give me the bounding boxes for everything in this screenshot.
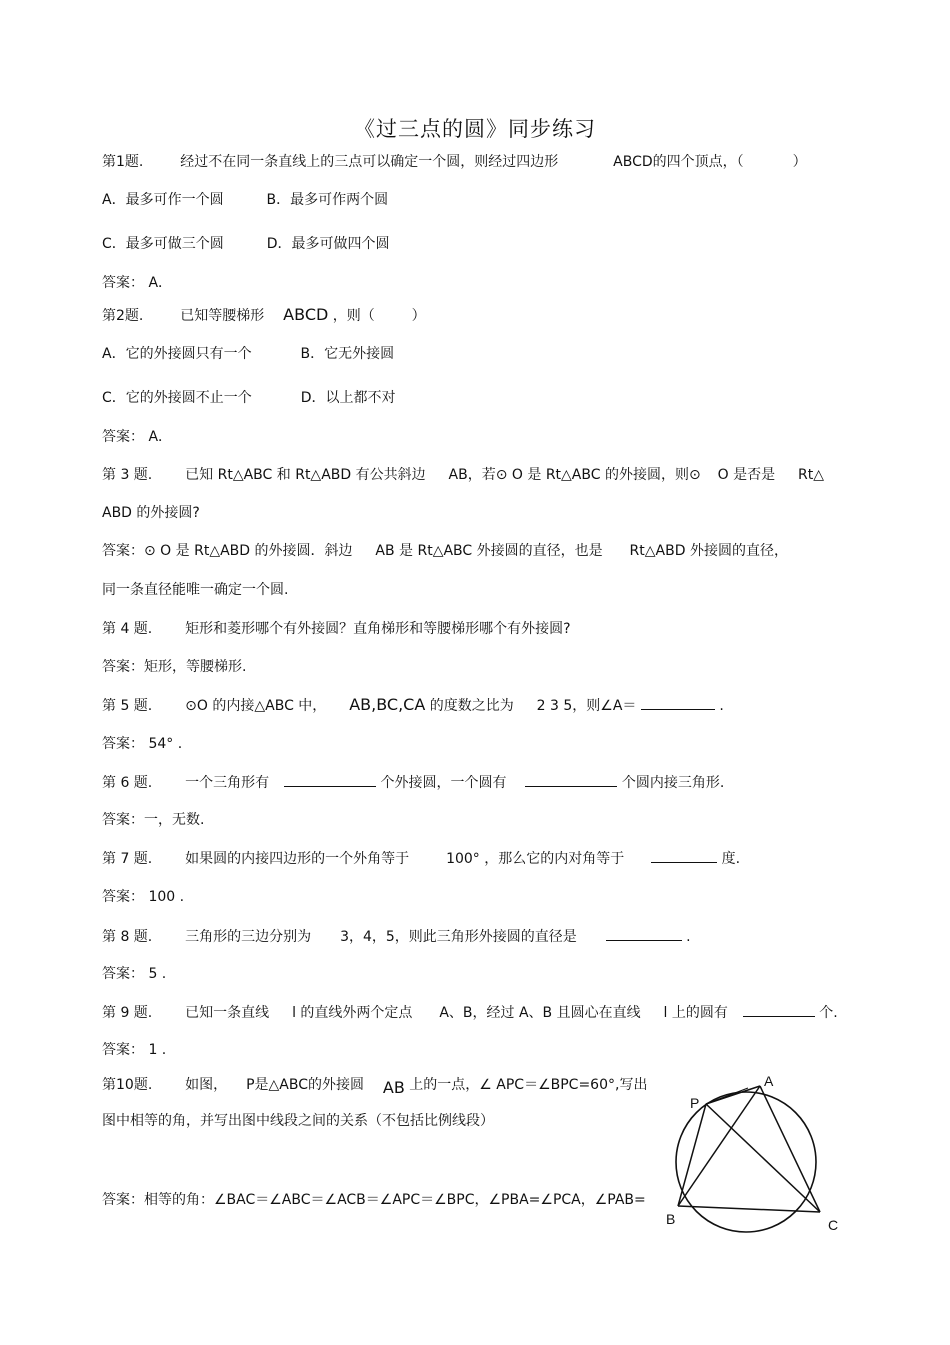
question-text: A、B，经过 A、B 且圆心在直线 bbox=[439, 1005, 641, 1021]
option-b: B．它无外接圆 bbox=[300, 346, 395, 362]
label-c: C bbox=[828, 1217, 839, 1233]
answer-blank[interactable] bbox=[651, 848, 717, 863]
question-text: 个. bbox=[819, 1005, 838, 1021]
answer-blank[interactable] bbox=[525, 772, 617, 787]
period: . bbox=[686, 929, 691, 945]
arc-label: AB bbox=[382, 1078, 405, 1097]
question-3-line2: ABD 的外接圆? bbox=[102, 505, 200, 521]
answer-text: Rt△ABD 外接圆的直径， bbox=[629, 543, 788, 559]
question-text: 一个三角形有 bbox=[185, 775, 270, 791]
answer-blank[interactable] bbox=[641, 695, 715, 710]
option-d: D．最多可做四个圆 bbox=[266, 236, 390, 252]
question-text: 个圆内接三角形. bbox=[621, 775, 725, 791]
option-d: D．以上都不对 bbox=[300, 390, 396, 406]
question-7 bbox=[102, 848, 740, 869]
question-number: 第1题. bbox=[102, 154, 144, 170]
question-number: 第 3 题. bbox=[102, 467, 153, 483]
answer-2: 答案： A． bbox=[102, 429, 173, 445]
option-a: A．它的外接圆只有一个 bbox=[102, 346, 252, 362]
option-a: A．最多可作一个圆 bbox=[102, 192, 224, 208]
question-text: 3，4，5，则此三角形外接圆的直径是 bbox=[340, 929, 577, 945]
question-number: 第 9 题. bbox=[102, 1005, 153, 1021]
question-number: 第 6 题. bbox=[102, 775, 153, 791]
q2-options-row2 bbox=[102, 388, 395, 408]
label-p: P bbox=[690, 1095, 700, 1111]
question-number: 第 4 题. bbox=[102, 621, 153, 637]
question-text: 100° ，那么它的内对角等于 bbox=[446, 851, 625, 867]
arc-labels: AB,BC,CA bbox=[349, 695, 426, 714]
question-text: 如果圆的内接四边形的一个外角等于 bbox=[185, 851, 410, 867]
question-text: l 的直线外两个定点 bbox=[292, 1005, 413, 1021]
segment-pb bbox=[678, 1104, 706, 1206]
option-c: C．最多可做三个圆 bbox=[102, 236, 224, 252]
question-text: 已知一条直线 bbox=[185, 1005, 270, 1021]
segment-pa-inner bbox=[706, 1088, 748, 1104]
question-text: P是△ABC的外接圆 bbox=[246, 1077, 364, 1093]
abcd-label: ABCD bbox=[283, 305, 329, 324]
q1-options-row1 bbox=[102, 190, 388, 210]
question-text: 上的一点，∠ APC＝∠BPC=60°,写出 bbox=[409, 1077, 648, 1093]
answer-text: 答案：⊙ O 是 Rt△ABD 的外接圆．斜边 bbox=[102, 543, 353, 559]
answer-blank[interactable] bbox=[743, 1002, 815, 1017]
label-b: B bbox=[666, 1211, 676, 1227]
answer-4: 答案：矩形，等腰梯形. bbox=[102, 659, 247, 675]
question-text: 的度数之比为 bbox=[429, 698, 514, 714]
question-number: 第 5 题. bbox=[102, 698, 153, 714]
answer-text: AB 是 Rt△ABC 外接圆的直径，也是 bbox=[375, 543, 603, 559]
question-10 bbox=[102, 1074, 647, 1095]
question-9 bbox=[102, 1002, 838, 1023]
question-text: AB，若⊙ O 是 Rt△ABC 的外接圆，则⊙ bbox=[448, 467, 701, 483]
segment-ac bbox=[760, 1086, 820, 1212]
answer-10: 答案：相等的角：∠BAC＝∠ABC＝∠ACB＝∠APC＝∠BPC，∠PBA=∠PCA，∠PAB= bbox=[102, 1192, 646, 1208]
question-number: 第 7 题. bbox=[102, 851, 153, 867]
question-text: 2 3 5，则∠A＝ bbox=[536, 698, 637, 714]
question-number: 第10题. bbox=[102, 1077, 153, 1093]
question-3 bbox=[102, 465, 824, 485]
answer-9: 答案： 1 . bbox=[102, 1042, 167, 1058]
answer-1: 答案： A． bbox=[102, 275, 173, 291]
question-text: 已知 Rt△ABC 和 Rt△ABD 有公共斜边 bbox=[185, 467, 426, 483]
question-text: l 上的圆有 bbox=[663, 1005, 728, 1021]
circle-figure bbox=[660, 1070, 850, 1240]
close-paren: ） bbox=[792, 154, 807, 170]
question-text: 个外接圆，一个圆有 bbox=[380, 775, 507, 791]
page-title: 《过三点的圆》同步练习 bbox=[354, 117, 596, 141]
question-text: 经过不在同一条直线上的三点可以确定一个圆，则经过四边形 bbox=[180, 154, 559, 170]
q1-options-row2 bbox=[102, 234, 389, 254]
answer-blank[interactable] bbox=[284, 772, 376, 787]
close-paren: ） bbox=[411, 308, 426, 324]
question-text: Rt△ bbox=[798, 467, 824, 483]
question-text: 三角形的三边分别为 bbox=[185, 929, 312, 945]
answer-3-line2: 同一条直径能唯一确定一个圆. bbox=[102, 582, 289, 598]
question-text: 度. bbox=[721, 851, 741, 867]
question-4 bbox=[102, 619, 571, 639]
q2-options-row1 bbox=[102, 344, 394, 364]
answer-3 bbox=[102, 541, 788, 561]
question-text: O 是否是 bbox=[717, 467, 776, 483]
answer-5: 答案： 54° . bbox=[102, 736, 183, 752]
question-text: ⊙O 的内接△ABC 中， bbox=[185, 698, 327, 714]
question-1 bbox=[102, 152, 807, 172]
question-text: 已知等腰梯形 bbox=[180, 308, 265, 324]
question-5 bbox=[102, 695, 724, 716]
question-6 bbox=[102, 772, 724, 793]
question-8 bbox=[102, 926, 691, 947]
label-a: A bbox=[764, 1073, 774, 1089]
answer-7: 答案： 100 . bbox=[102, 889, 185, 905]
question-text: 矩形和菱形哪个有外接圆？直角梯形和等腰梯形哪个有外接圆? bbox=[185, 621, 571, 637]
question-text-tail: ，则（ bbox=[332, 308, 375, 324]
question-number: 第 8 题. bbox=[102, 929, 153, 945]
answer-8: 答案： 5 . bbox=[102, 966, 167, 982]
question-10-line2: 图中相等的角，并写出图中线段之间的关系（不包括比例线段） bbox=[102, 1113, 494, 1129]
answer-blank[interactable] bbox=[606, 926, 682, 941]
question-2 bbox=[102, 305, 426, 326]
option-c: C．它的外接圆不止一个 bbox=[102, 390, 252, 406]
question-text: 如图， bbox=[185, 1077, 228, 1093]
question-number: 第2题. bbox=[102, 308, 144, 324]
option-b: B．最多可作两个圆 bbox=[266, 192, 389, 208]
question-text-tail: ABCD的四个顶点，（ bbox=[613, 154, 744, 170]
answer-6: 答案：一，无数. bbox=[102, 812, 205, 828]
period: . bbox=[719, 698, 724, 714]
